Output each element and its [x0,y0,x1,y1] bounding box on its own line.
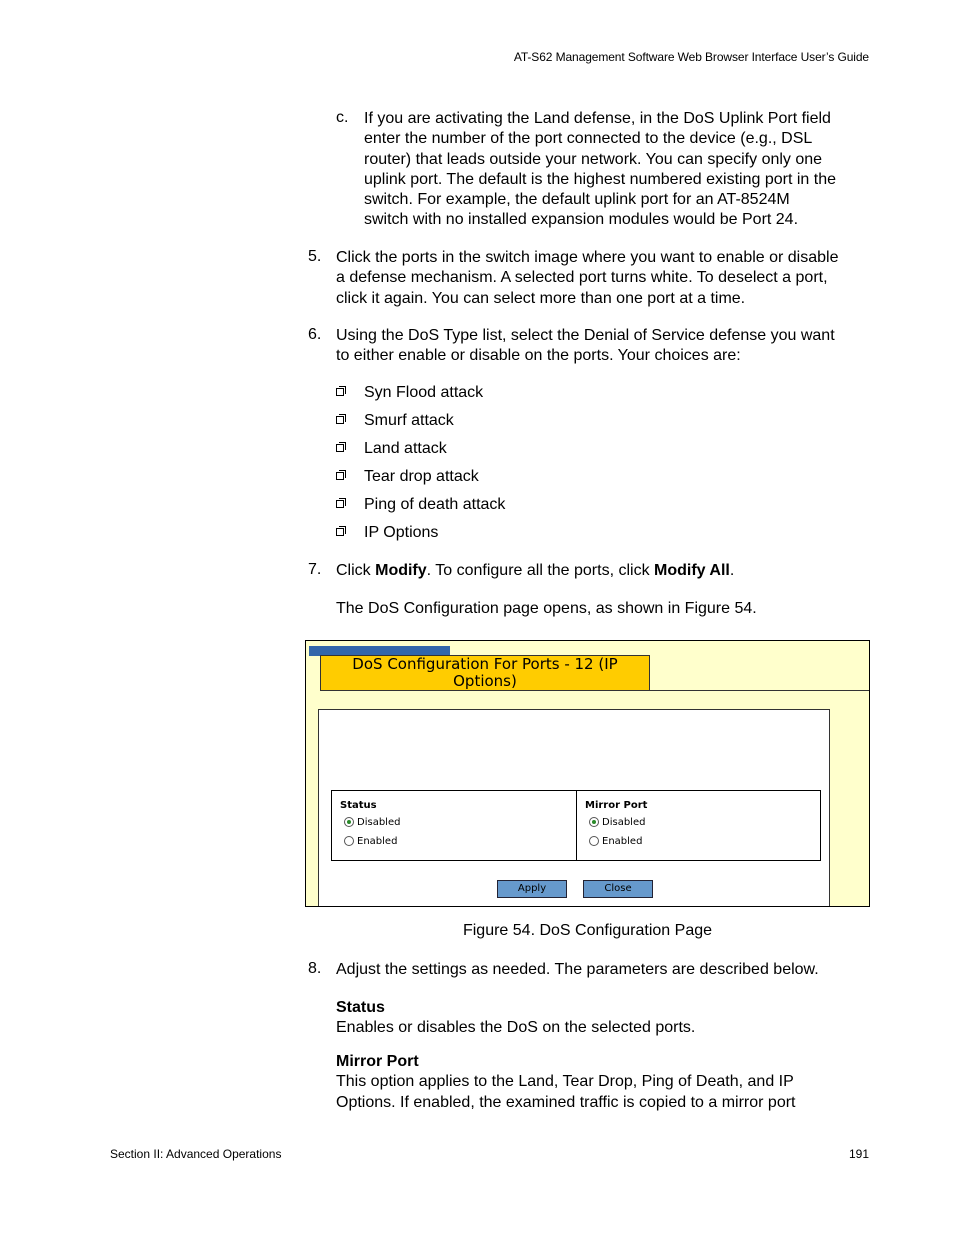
text-line: switch. For example, the default uplink port for an AT-8524M [364,191,790,209]
text-line: Click the ports in the switch image where you want to enable or disable [336,249,839,266]
status-disabled-radio[interactable]: Disabled [344,817,400,828]
step-8-marker: 8. [308,960,322,977]
close-button[interactable]: Close [583,880,653,898]
options-table [331,790,821,861]
dos-configuration-figure [305,640,870,907]
param-mirror-port [336,1052,876,1113]
radio-unselected-icon[interactable] [344,836,354,846]
text-line: Using the DoS Type list, select the Denial of Service defense you want [336,327,835,344]
step-c-text [364,109,884,231]
modify-all-term: Modify All [654,562,730,579]
text-line: a defense mechanism. A selected port turns white. To deselect a port, [336,269,828,287]
text-line: uplink port. The default is the highest numbered existing port in the [364,170,836,188]
status-column [332,791,576,860]
apply-button[interactable]: Apply [497,880,567,898]
mirror-enabled-radio[interactable]: Enabled [589,836,642,847]
param-description: This option applies to the Land, Tear Drop, Ping of Death, and IP [336,1073,794,1091]
step-c-marker: c. [336,109,349,126]
checkbox-bullet-icon [336,528,344,536]
text-line: enter the number of the port connected to the device (e.g., DSL [364,130,813,148]
mirror-port-column [577,791,821,860]
page-number: 191 [848,1147,869,1161]
mirror-disabled-radio[interactable]: Disabled [589,817,645,828]
mirror-port-label: Mirror Port [585,800,648,811]
figure-caption: Figure 54. DoS Configuration Page [462,922,713,939]
step-7-text: Click Modify. To configure all the ports, click Modify All. [336,562,735,579]
radio-unselected-icon[interactable] [589,836,599,846]
config-panel [318,709,830,907]
step-5-text [336,248,896,309]
text-line: router) that leads outside your network. You can specify only one [364,150,823,168]
text-line: switch with no installed expansion modules would be Port 24. [364,211,799,229]
step-6-marker: 6. [308,326,322,343]
checkbox-bullet-icon [336,388,344,396]
dos-config-title: DoS Configuration For Ports - 12 (IP Options) [320,655,650,691]
title-divider [650,690,870,691]
step-6-text [336,326,896,367]
step-5-marker: 5. [308,248,322,265]
text-line: If you are activating the Land defense, in the DoS Uplink Port field [364,110,831,127]
checkbox-bullet-icon [336,444,344,452]
param-status [336,998,876,1039]
footer-section: Section II: Advanced Operations [110,1147,282,1161]
step-7-followup: The DoS Configuration page opens, as shown in Figure 54. [336,600,757,617]
radio-selected-icon[interactable] [344,817,354,827]
step-7-marker: 7. [308,561,322,578]
status-label: Status [340,800,377,811]
checkbox-bullet-icon [336,416,344,424]
step-8-text: Adjust the settings as needed. The parameters are described below. [336,961,819,978]
param-description: Enables or disables the DoS on the selected ports. [336,1019,696,1037]
checkbox-bullet-icon [336,500,344,508]
param-name: Mirror Port [336,1053,419,1070]
modify-term: Modify [375,562,427,579]
checkbox-bullet-icon [336,472,344,480]
radio-selected-icon[interactable] [589,817,599,827]
text-line: to either enable or disable on the ports. Your choices are: [336,347,741,365]
running-header: AT-S62 Management Software Web Browser Interface User’s Guide [513,50,869,64]
param-description: Options. If enabled, the examined traffic is copied to a mirror port [336,1093,796,1111]
text-line: click it again. You can select more than one port at a time. [336,289,746,307]
param-name: Status [336,999,385,1016]
status-enabled-radio[interactable]: Enabled [344,836,397,847]
